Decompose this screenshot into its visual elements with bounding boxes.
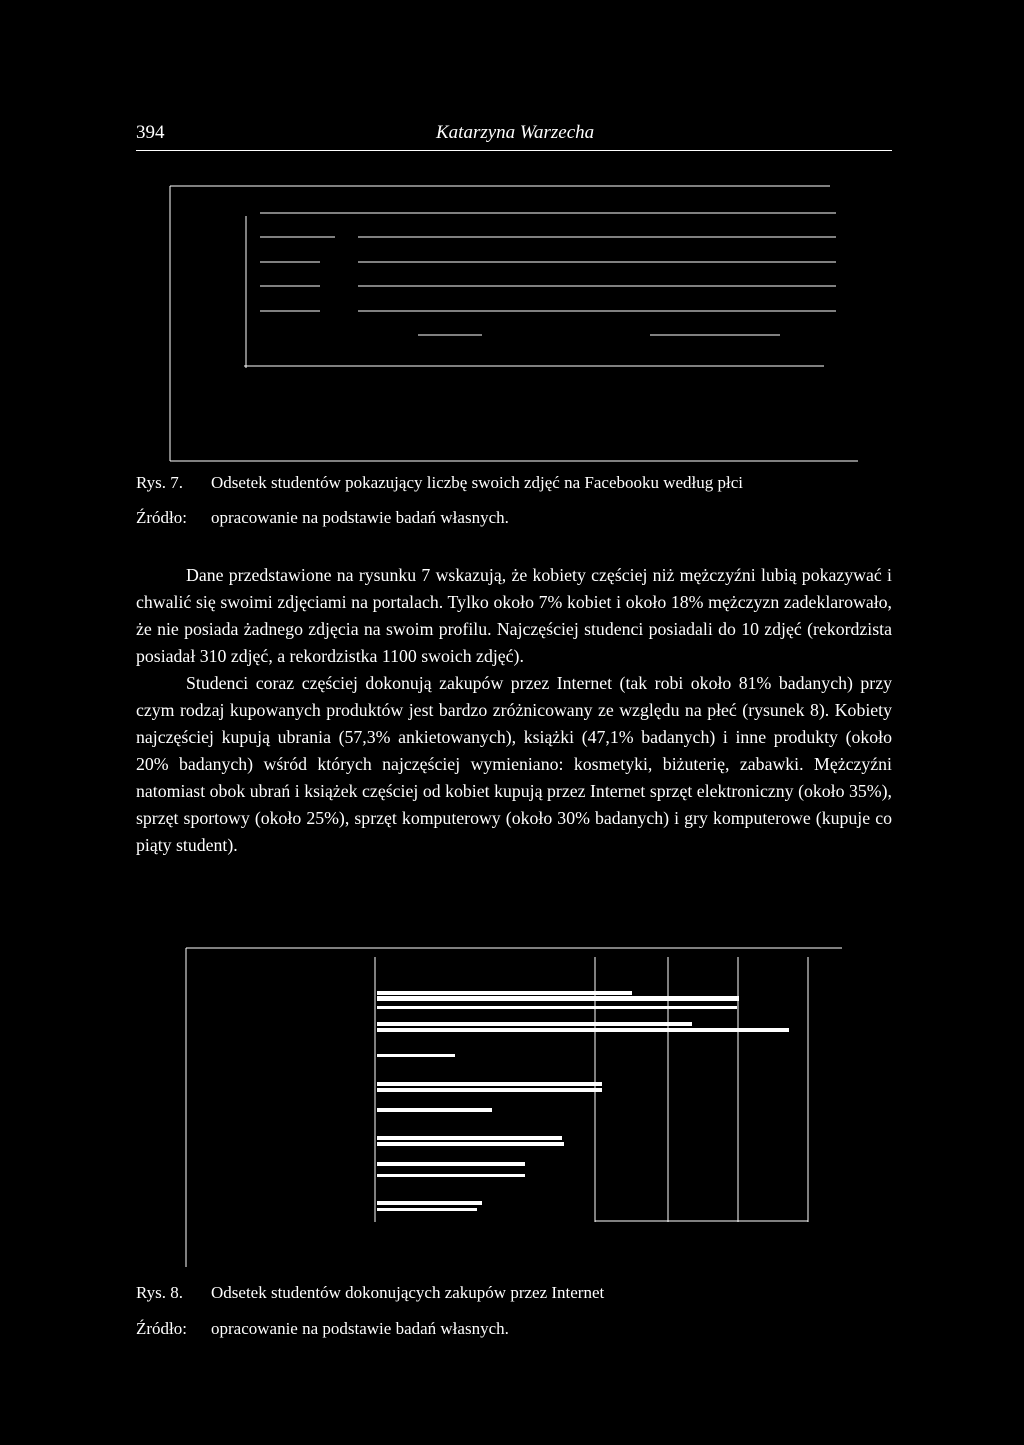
figure-8-bar [377,1174,525,1177]
figure-8-caption-text: Odsetek studentów dokonujących zakupów przez Internet [211,1283,605,1302]
figure-8-source [136,1319,509,1339]
paragraph: Studenci coraz częściej dokonują zakupów przez Internet (tak robi około 81% badanych) przy czym rodzaj kupowanych produktów jest bardzo zróżnicowany ze względu na płeć (rysunek 8). Kobiety najczęściej kupują ubrania (57,3% ankietowanych), książki (47,1% badanych) i inne produkty (około 20% badanych) wśród których najczęściej wymieniano: kosmetyki, biżuterię, zabawki. Mężczyźni natomiast obok ubrań i książek częściej od kobiet kupują przez Internet sprzęt elektroniczny (około 35%), sprzęt sportowy (około 25%), sprzęt komputerowy (około 30% badanych) i gry komputerowe (kupuje co piąty student). [136,673,892,855]
figure-7-chart [160,180,860,465]
figure-8-caption [136,1283,604,1303]
figure-7-caption-text: Odsetek studentów pokazujący liczbę swoich zdjęć na Facebooku według płci [211,473,744,492]
figure-8-label: Rys. 8. [136,1283,184,1302]
figure-7-source [136,508,509,528]
figure-8-chart [180,942,850,1272]
figure-8-source-label: Źródło: [136,1319,187,1338]
figure-7-caption [136,473,743,493]
figure-8-bar [377,1136,562,1140]
figure-8-bar [377,991,632,995]
figure-8-bar [377,1162,525,1166]
figure-8-bar [377,1108,492,1112]
figure-8-bar [377,996,739,1001]
figure-7-label: Rys. 7. [136,473,184,492]
page-header [136,122,892,151]
figure-8-bar [377,1006,737,1009]
page-number: 394 [136,122,165,143]
figure-8-bar [377,1208,477,1211]
figure-7-source-label: Źródło: [136,508,187,527]
figure-8-bar [377,1201,482,1205]
figure-8-bar [377,1142,564,1146]
paragraph: Dane przedstawione na rysunku 7 wskazują, że kobiety częściej niż mężczyźni lubią pokazywać i chwalić się swoimi zdjęciami na portalach. Tylko około 7% kobiet i około 18% mężczyzn zadeklarowało, że nie posiada żadnego zdjęcia na swoim profilu. Najczęściej studenci posiadali do 10 zdjęć (rekordzista posiadał 310 zdjęć, a rekordzistka 1100 swoich zdjęć). [136,565,892,666]
running-head-author: Katarzyna Warzecha [436,122,595,143]
figure-8-bar [377,1088,602,1092]
figure-8-bar [377,1054,455,1057]
body-text [136,562,892,859]
figure-8-bar [377,1028,789,1032]
figure-8-bar [377,1082,602,1086]
figure-8-source-text: opracowanie na podstawie badań własnych. [211,1319,509,1338]
figure-8-bar [377,1022,692,1026]
figure-7-source-text: opracowanie na podstawie badań własnych. [211,508,509,527]
